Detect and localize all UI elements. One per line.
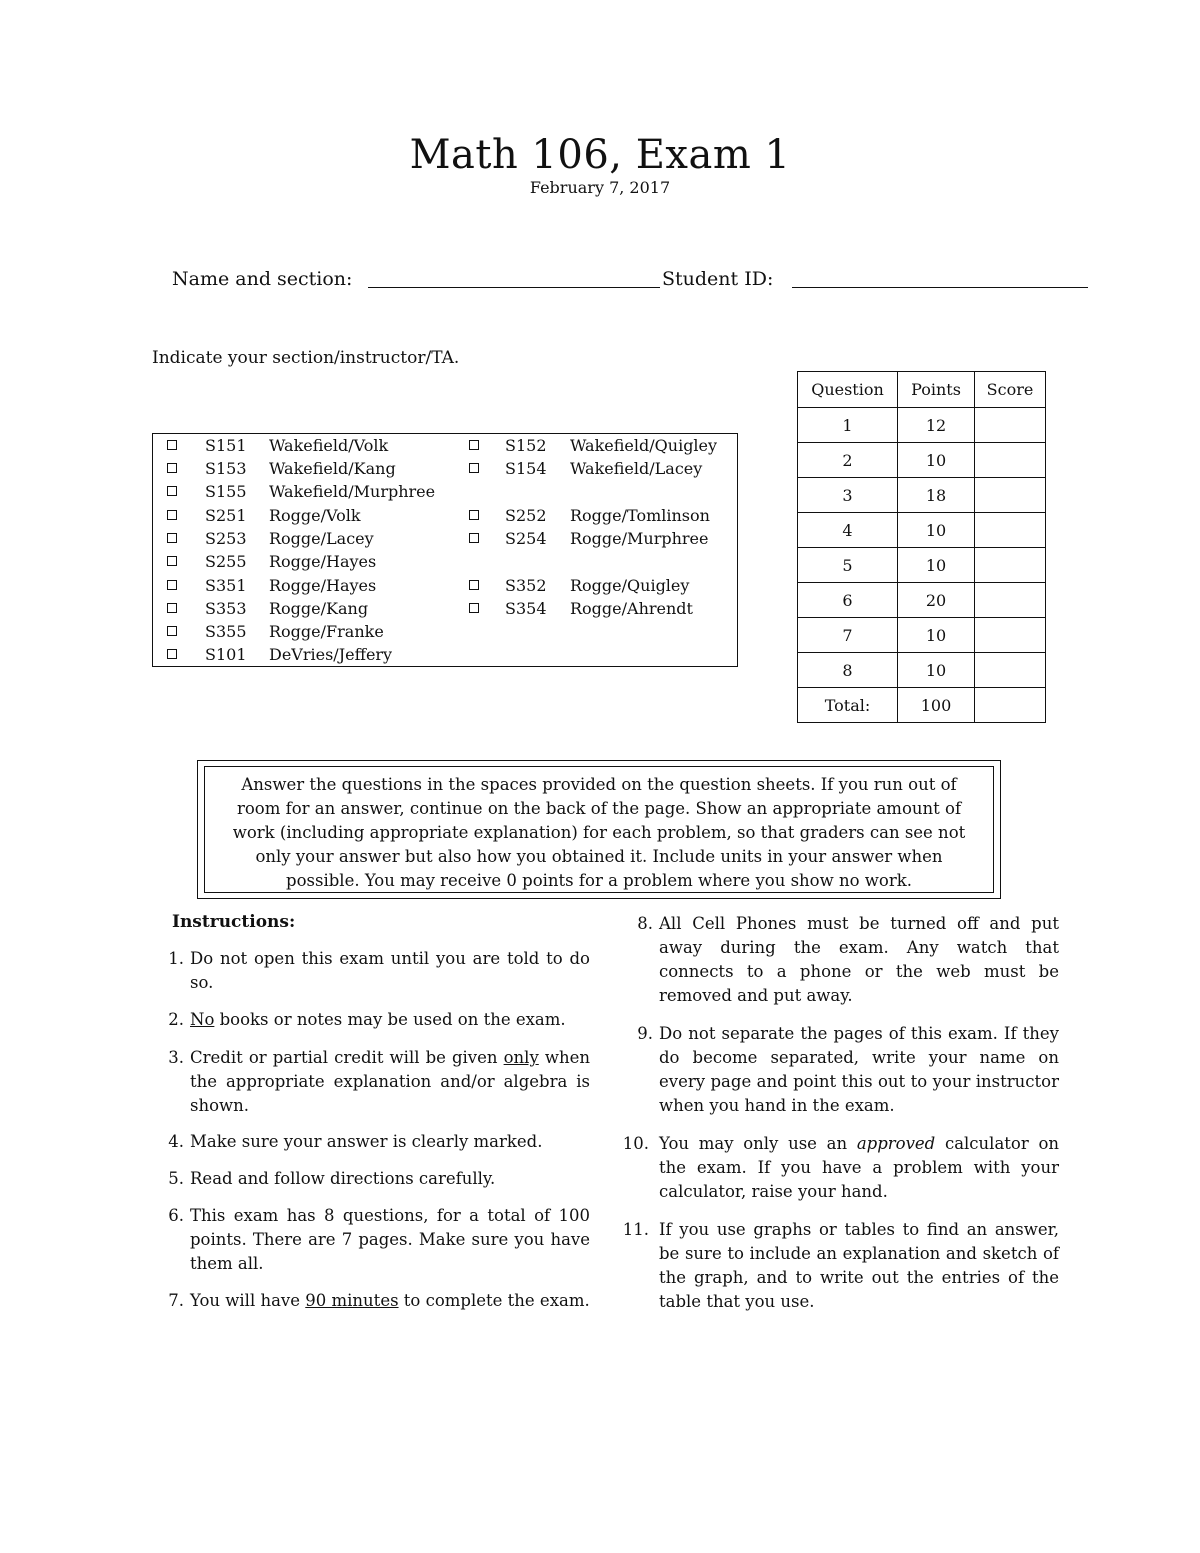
section-instructor: Rogge/Franke	[269, 622, 384, 641]
notice-text: Answer the questions in the spaces provided on the question sheets. If you run out of room for an answer, continue on the back of the page. Show an appropriate amount of work (including appropriate explanation) for each problem, so that graders can see not only your answer but also how you obtained it. Include units in your answer when possible. You may receive 0 points for a problem where you show no work.	[232, 775, 966, 890]
item-number: 3.	[168, 1048, 184, 1067]
name-section-label: Name and section:	[172, 268, 353, 290]
item-text: If you use graphs or tables to find an answer, be sure to include an explanation and sketch of the graph, and to write out the entries of the table that you use.	[659, 1220, 1059, 1311]
section-checkbox[interactable]	[167, 533, 177, 543]
col-score-header: Score	[975, 372, 1046, 408]
instruction-item	[168, 1204, 590, 1276]
section-row	[153, 434, 739, 457]
item-text: All Cell Phones must be turned off and put away during the exam. Any watch that connects to a phone or the web must be removed and put away.	[659, 914, 1059, 1005]
section-checkbox[interactable]	[167, 486, 177, 496]
total-row	[798, 688, 1046, 723]
section-checkbox[interactable]	[469, 463, 479, 473]
section-instructor: Rogge/Kang	[269, 599, 369, 618]
question-points: 10	[898, 653, 975, 688]
item-number: 6.	[168, 1206, 184, 1225]
section-checkbox[interactable]	[469, 580, 479, 590]
item-number: 1.	[168, 949, 184, 968]
section-code: S355	[205, 622, 247, 641]
section-row	[153, 574, 739, 597]
section-code: S154	[505, 459, 547, 478]
section-checkbox[interactable]	[469, 510, 479, 520]
question-points: 10	[898, 548, 975, 583]
section-checkbox[interactable]	[167, 463, 177, 473]
section-prompt: Indicate your section/instructor/TA.	[152, 348, 460, 368]
instruction-item	[168, 1008, 590, 1032]
item-number: 4.	[168, 1132, 184, 1151]
section-code: S353	[205, 599, 247, 618]
item-emphasis: No	[190, 1010, 215, 1029]
section-code: S252	[505, 506, 547, 525]
question-number: 4	[798, 513, 898, 548]
table-row	[798, 513, 1046, 548]
section-code: S352	[505, 576, 547, 595]
instructions-heading: Instructions:	[172, 912, 296, 932]
question-number: 6	[798, 583, 898, 618]
section-instructor: Rogge/Tomlinson	[570, 506, 710, 525]
student-id-field[interactable]	[792, 287, 1088, 288]
table-row	[798, 618, 1046, 653]
section-code: S251	[205, 506, 247, 525]
instruction-item	[637, 1022, 1059, 1118]
item-text: Do not open this exam until you are told to do so.	[190, 949, 590, 992]
section-instructor: Rogge/Murphree	[570, 529, 709, 548]
section-code: S153	[205, 459, 247, 478]
total-points: 100	[898, 688, 975, 723]
table-row	[798, 478, 1046, 513]
exam-title: Math 106, Exam 1	[409, 132, 791, 178]
section-checkbox[interactable]	[167, 626, 177, 636]
question-number: 5	[798, 548, 898, 583]
question-points: 10	[898, 513, 975, 548]
section-instructor: Wakefield/Volk	[269, 436, 389, 455]
table-row	[798, 443, 1046, 478]
score-cell[interactable]	[975, 653, 1046, 688]
item-emphasis: 90 minutes	[305, 1291, 399, 1310]
item-number: 10.	[622, 1134, 649, 1153]
score-cell[interactable]	[975, 478, 1046, 513]
section-checkbox[interactable]	[167, 556, 177, 566]
exam-date: February 7, 2017	[529, 178, 671, 197]
item-text: Credit or partial credit will be given	[190, 1048, 504, 1067]
item-text: Read and follow directions carefully.	[190, 1169, 496, 1188]
section-instructor: Wakefield/Murphree	[269, 482, 436, 501]
section-code: S152	[505, 436, 547, 455]
item-text: to complete the exam.	[398, 1291, 590, 1310]
section-code: S101	[205, 645, 247, 664]
score-cell[interactable]	[975, 583, 1046, 618]
item-text: books or notes may be used on the exam.	[214, 1010, 566, 1029]
item-number: 7.	[168, 1291, 184, 1310]
item-text: Make sure your answer is clearly marked.	[190, 1132, 543, 1151]
instruction-item	[168, 1130, 590, 1154]
col-points-header: Points	[898, 372, 975, 408]
student-id-label: Student ID:	[662, 268, 774, 290]
section-code: S253	[205, 529, 247, 548]
score-cell[interactable]	[975, 513, 1046, 548]
question-number: 7	[798, 618, 898, 653]
name-section-field[interactable]	[368, 287, 660, 288]
section-code: S255	[205, 552, 247, 571]
section-row	[153, 527, 739, 550]
question-number: 1	[798, 408, 898, 443]
instruction-item	[622, 1132, 1060, 1204]
item-text: You will have	[190, 1291, 306, 1310]
section-row	[153, 643, 739, 666]
total-label: Total:	[798, 688, 898, 723]
instruction-item	[168, 1167, 590, 1191]
instruction-item	[168, 1046, 590, 1118]
item-number: 2.	[168, 1010, 184, 1029]
item-text: calculator on the exam. If you have a problem with your calculator, raise your hand.	[659, 1134, 1060, 1201]
section-checkbox[interactable]	[167, 580, 177, 590]
instruction-item	[168, 947, 590, 995]
instruction-item	[168, 1289, 590, 1313]
section-code: S254	[505, 529, 547, 548]
question-points: 20	[898, 583, 975, 618]
score-cell[interactable]	[975, 548, 1046, 583]
score-cell[interactable]	[975, 408, 1046, 443]
section-instructor: Rogge/Quigley	[570, 576, 690, 595]
section-row	[153, 457, 739, 480]
section-instructor: Wakefield/Kang	[269, 459, 396, 478]
item-text: Do not separate the pages of this exam. If they do become separated, write your name on every page and point this out to your instructor when you hand in the exam.	[659, 1024, 1059, 1115]
question-number: 8	[798, 653, 898, 688]
section-checkbox[interactable]	[167, 649, 177, 659]
table-row	[798, 653, 1046, 688]
section-instructor: Rogge/Hayes	[269, 552, 377, 571]
section-row	[153, 480, 739, 503]
section-code: S354	[505, 599, 547, 618]
notice-box	[197, 760, 1001, 899]
section-checkbox[interactable]	[167, 603, 177, 613]
section-checkbox[interactable]	[469, 440, 479, 450]
total-score-cell[interactable]	[975, 688, 1046, 723]
score-cell[interactable]	[975, 618, 1046, 653]
section-checkbox[interactable]	[167, 440, 177, 450]
question-points: 18	[898, 478, 975, 513]
item-number: 11.	[622, 1220, 649, 1239]
question-number: 3	[798, 478, 898, 513]
item-number: 8.	[637, 914, 653, 933]
table-row	[798, 548, 1046, 583]
section-selection-box	[152, 433, 738, 667]
section-instructor: Wakefield/Lacey	[570, 459, 703, 478]
score-cell[interactable]	[975, 443, 1046, 478]
item-text: when the appropriate explanation and/or algebra is shown.	[190, 1048, 590, 1115]
section-code: S351	[205, 576, 247, 595]
item-number: 9.	[637, 1024, 653, 1043]
question-points: 10	[898, 443, 975, 478]
section-instructor: Rogge/Volk	[269, 506, 361, 525]
section-checkbox[interactable]	[167, 510, 177, 520]
col-question-header: Question	[798, 372, 898, 408]
section-checkbox[interactable]	[469, 603, 479, 613]
item-emphasis: approved	[856, 1134, 936, 1153]
notice-inner-frame	[204, 766, 994, 893]
section-instructor: Rogge/Hayes	[269, 576, 377, 595]
section-instructor: Wakefield/Quigley	[570, 436, 718, 455]
section-row	[153, 620, 739, 643]
section-row	[153, 597, 739, 620]
section-row	[153, 550, 739, 573]
table-row	[798, 583, 1046, 618]
section-instructor: DeVries/Jeffery	[269, 645, 393, 664]
question-points: 10	[898, 618, 975, 653]
section-instructor: Rogge/Lacey	[269, 529, 374, 548]
score-table	[797, 371, 1046, 723]
item-text: You may only use an	[659, 1134, 857, 1153]
item-emphasis: only	[503, 1048, 539, 1067]
question-points: 12	[898, 408, 975, 443]
question-number: 2	[798, 443, 898, 478]
instruction-item	[637, 912, 1059, 1008]
score-table-header	[798, 372, 1046, 408]
section-instructor: Rogge/Ahrendt	[570, 599, 693, 618]
instruction-item	[622, 1218, 1059, 1314]
section-code: S155	[205, 482, 247, 501]
section-checkbox[interactable]	[469, 533, 479, 543]
section-row	[153, 504, 739, 527]
item-text: This exam has 8 questions, for a total of 100 points. There are 7 pages. Make sure you have them all.	[190, 1206, 590, 1273]
section-code: S151	[205, 436, 247, 455]
table-row	[798, 408, 1046, 443]
item-number: 5.	[168, 1169, 184, 1188]
